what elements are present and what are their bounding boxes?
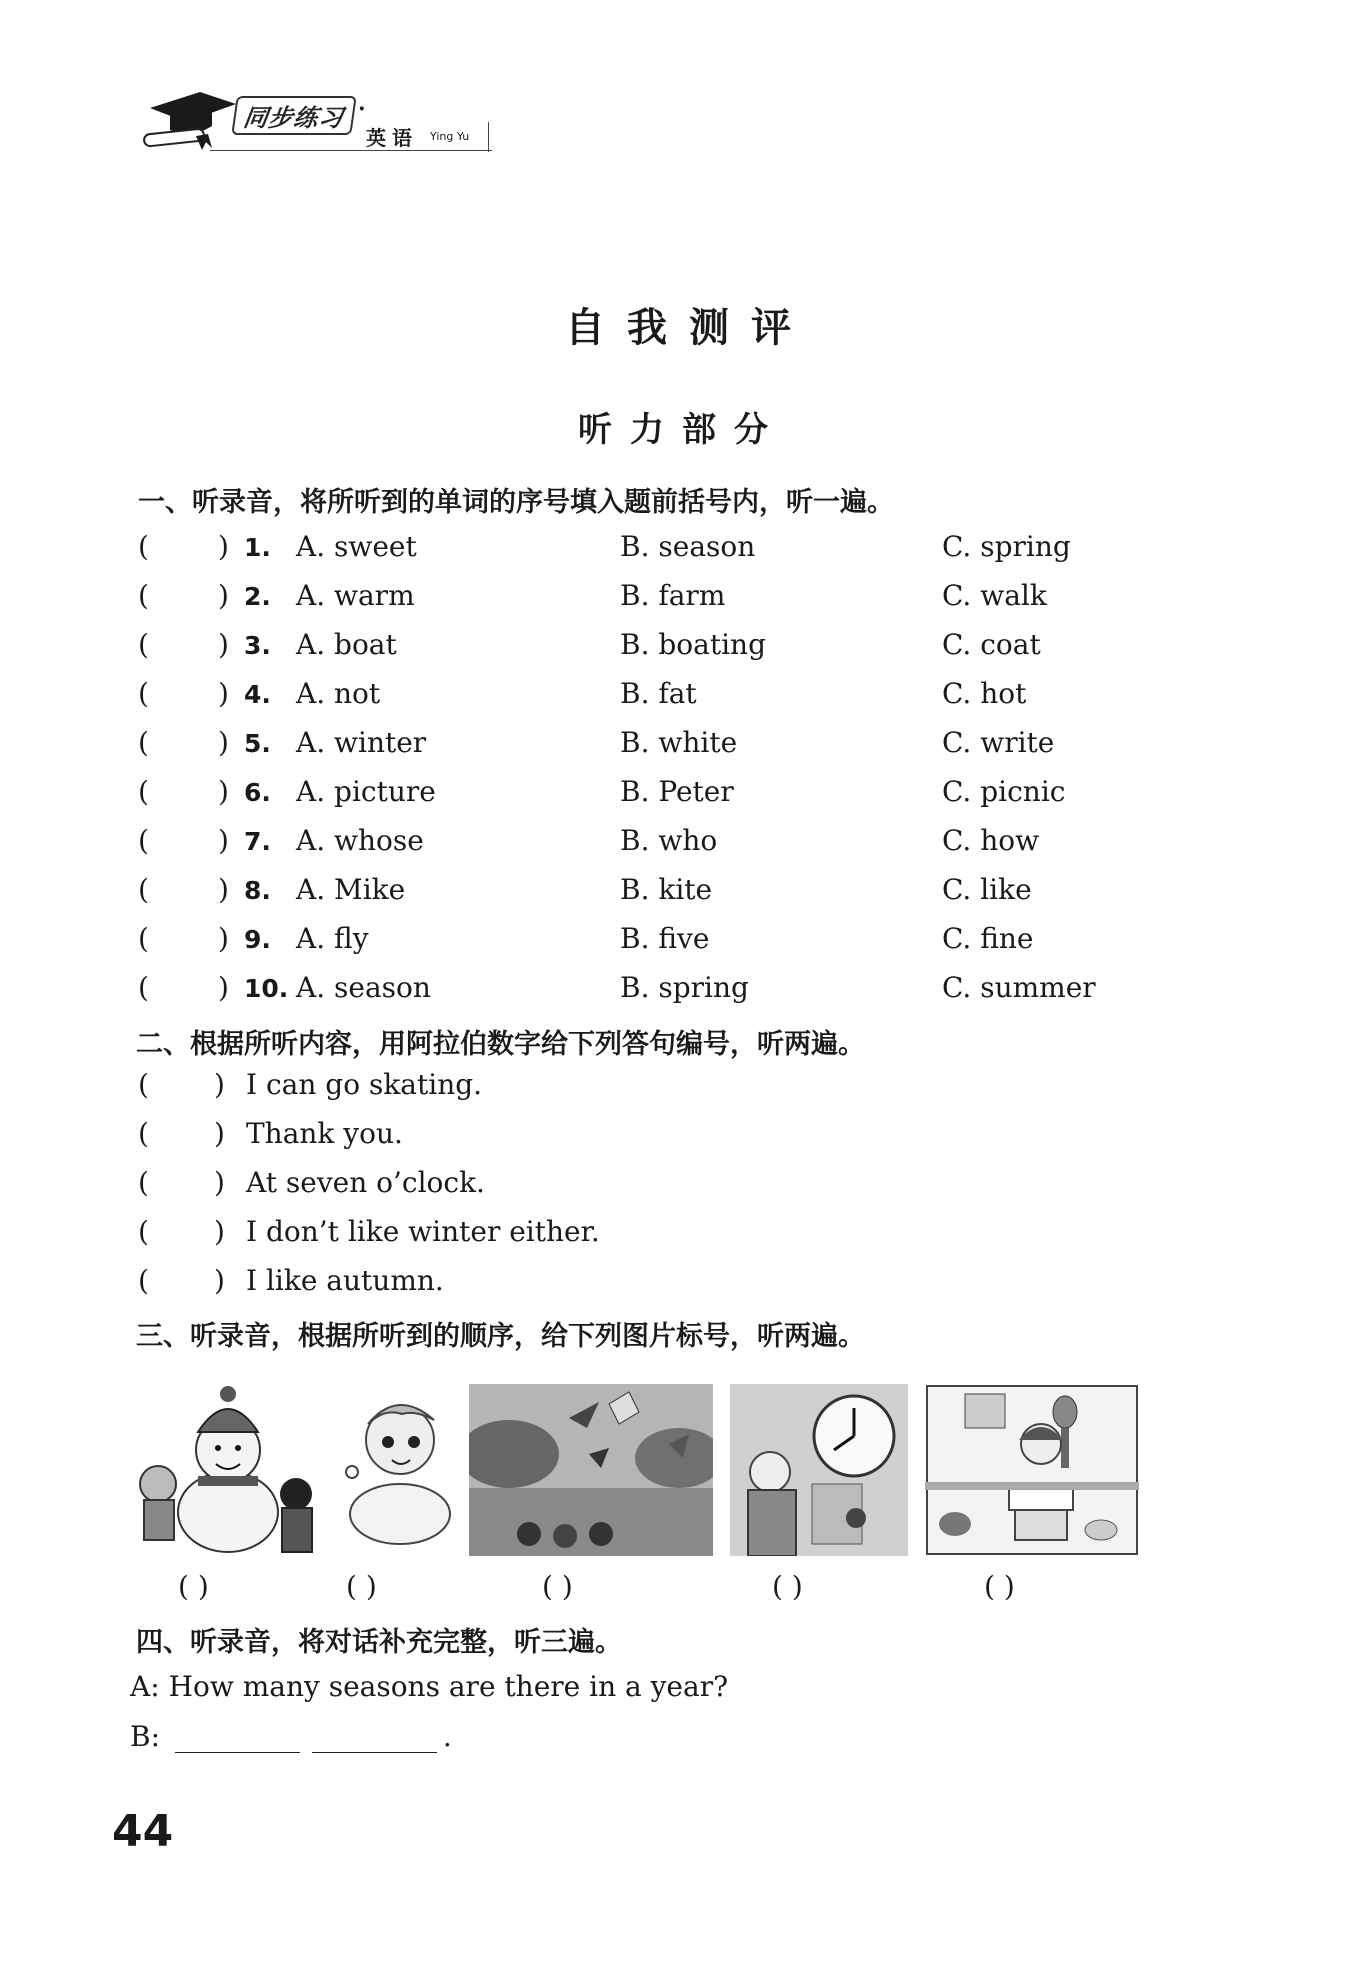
picture-2-answer-paren[interactable]: ( ) — [346, 1570, 377, 1603]
answer-paren-right: ) — [218, 530, 229, 563]
answer-paren-left[interactable]: ( — [138, 1068, 149, 1101]
kites-picnic-icon — [469, 1384, 713, 1556]
option-a: A. fly — [296, 922, 369, 955]
question-number: 1. — [244, 533, 271, 562]
page-title: 自我测评 — [565, 305, 813, 351]
picture-5-answer-paren[interactable]: ( ) — [984, 1570, 1015, 1603]
option-b: B. kite — [620, 873, 713, 906]
option-a: A. warm — [296, 579, 415, 612]
answer-paren-right: ) — [218, 922, 229, 955]
book-title: 同步练习 — [231, 96, 356, 135]
question-number: 10. — [244, 974, 289, 1003]
answer-paren-left[interactable]: ( — [138, 1117, 149, 1150]
option-c: C. like — [942, 873, 1032, 906]
option-c: C. picnic — [942, 775, 1066, 808]
option-c: C. coat — [942, 628, 1041, 661]
answer-paren-left[interactable]: ( — [138, 579, 149, 612]
question-number: 2. — [244, 582, 271, 611]
question-number: 3. — [244, 631, 271, 660]
answer-paren-right: ) — [214, 1117, 225, 1150]
question-number: 4. — [244, 680, 271, 709]
answer-paren-left[interactable]: ( — [138, 775, 149, 808]
question-number: 7. — [244, 827, 271, 856]
option-a: A. Mike — [296, 873, 406, 906]
answer-paren-left[interactable]: ( — [138, 971, 149, 1004]
header-rule — [210, 150, 492, 151]
question-a: How many seasons are there in a year? — [168, 1670, 729, 1703]
answer-paren-left[interactable]: ( — [138, 824, 149, 857]
answer-paren-right: ) — [218, 726, 229, 759]
dialog-line-a — [130, 1670, 728, 1703]
option-b: B. fat — [620, 677, 697, 710]
subject-label: 英语 — [366, 126, 418, 150]
option-a: A. season — [296, 971, 431, 1004]
answer-paren-right: ) — [218, 824, 229, 857]
option-b: B. boating — [620, 628, 767, 661]
answer-paren-right: ) — [218, 873, 229, 906]
section2-heading: 二、根据所听内容，用阿拉伯数字给下列答句编号，听两遍。 — [136, 1029, 865, 1060]
answer-sentence: At seven o’clock. — [246, 1166, 485, 1199]
section1-heading: 一、听录音，将所听到的单词的序号填入题前括号内，听一遍。 — [138, 487, 894, 518]
option-c: C. hot — [942, 677, 1027, 710]
option-b: B. five — [620, 922, 710, 955]
option-a: A. whose — [296, 824, 424, 857]
option-a: A. boat — [296, 628, 397, 661]
picture-3-answer-paren[interactable]: ( ) — [542, 1570, 573, 1603]
answer-paren-left[interactable]: ( — [138, 628, 149, 661]
answer-paren-left[interactable]: ( — [138, 677, 149, 710]
option-b: B. season — [620, 530, 756, 563]
answer-paren-right: ) — [214, 1068, 225, 1101]
swimming-child-icon — [338, 1384, 458, 1556]
picture-4-answer-paren[interactable]: ( ) — [772, 1570, 803, 1603]
option-a: A. sweet — [296, 530, 417, 563]
answer-sentence: Thank you. — [246, 1117, 403, 1150]
answer-paren-left[interactable]: ( — [138, 1264, 149, 1297]
answer-paren-right: ) — [218, 628, 229, 661]
answer-paren-left[interactable]: ( — [138, 1166, 149, 1199]
answer-sentence: I can go skating. — [246, 1068, 483, 1101]
snowman-icon — [132, 1384, 322, 1556]
section3-heading: 三、听录音，根据所听到的顺序，给下列图片标号，听两遍。 — [136, 1321, 865, 1352]
picture-1-answer-paren[interactable]: ( ) — [178, 1570, 209, 1603]
picture-clock — [730, 1384, 908, 1556]
answer-paren-left[interactable]: ( — [138, 530, 149, 563]
question-number: 9. — [244, 925, 271, 954]
speaker-a: A: — [130, 1670, 160, 1703]
answer-paren-right: ) — [214, 1215, 225, 1248]
picture-cake — [925, 1384, 1139, 1556]
option-c: C. write — [942, 726, 1055, 759]
answer-paren-left[interactable]: ( — [138, 922, 149, 955]
graduation-cap-icon — [140, 86, 240, 156]
answer-paren-right: ) — [218, 677, 229, 710]
answer-end-period: . — [442, 1720, 452, 1753]
option-c: C. summer — [942, 971, 1096, 1004]
picture-swimming — [338, 1384, 458, 1556]
page-number: 44 — [112, 1806, 174, 1857]
answer-sentence: I don’t like winter either. — [246, 1215, 600, 1248]
answer-paren-right: ) — [218, 775, 229, 808]
option-b: B. who — [620, 824, 718, 857]
answer-paren-left[interactable]: ( — [138, 873, 149, 906]
answer-paren-left[interactable]: ( — [138, 1215, 149, 1248]
speaker-b: B: — [130, 1720, 161, 1753]
answer-blank-2[interactable] — [312, 1724, 437, 1753]
header-dot: · — [358, 96, 366, 122]
option-c: C. how — [942, 824, 1040, 857]
option-b: B. spring — [620, 971, 749, 1004]
answer-paren-right: ) — [214, 1264, 225, 1297]
option-c: C. fine — [942, 922, 1034, 955]
option-a: A. winter — [296, 726, 427, 759]
answer-paren-right: ) — [214, 1166, 225, 1199]
birthday-cake-icon — [925, 1384, 1139, 1556]
option-b: B. white — [620, 726, 738, 759]
option-c: C. walk — [942, 579, 1047, 612]
answer-paren-right: ) — [218, 971, 229, 1004]
section-subtitle: 听力部分 — [578, 410, 786, 450]
dialog-line-b — [130, 1720, 452, 1753]
picture-kites — [469, 1384, 713, 1556]
option-b: B. Peter — [620, 775, 734, 808]
section4-heading: 四、听录音，将对话补充完整，听三遍。 — [136, 1627, 622, 1658]
option-b: B. farm — [620, 579, 726, 612]
option-a: A. picture — [296, 775, 436, 808]
header-rule-end — [488, 122, 489, 152]
question-number: 6. — [244, 778, 271, 807]
answer-paren-right: ) — [218, 579, 229, 612]
answer-blank-1[interactable] — [175, 1724, 300, 1753]
clock-morning-icon — [730, 1384, 908, 1556]
question-number: 8. — [244, 876, 271, 905]
subject-pinyin: Ying Yu — [430, 130, 470, 143]
book-header — [140, 86, 500, 164]
answer-paren-left[interactable]: ( — [138, 726, 149, 759]
option-c: C. spring — [942, 530, 1071, 563]
answer-sentence: I like autumn. — [246, 1264, 444, 1297]
option-a: A. not — [296, 677, 381, 710]
picture-snowman — [132, 1384, 322, 1556]
question-number: 5. — [244, 729, 271, 758]
